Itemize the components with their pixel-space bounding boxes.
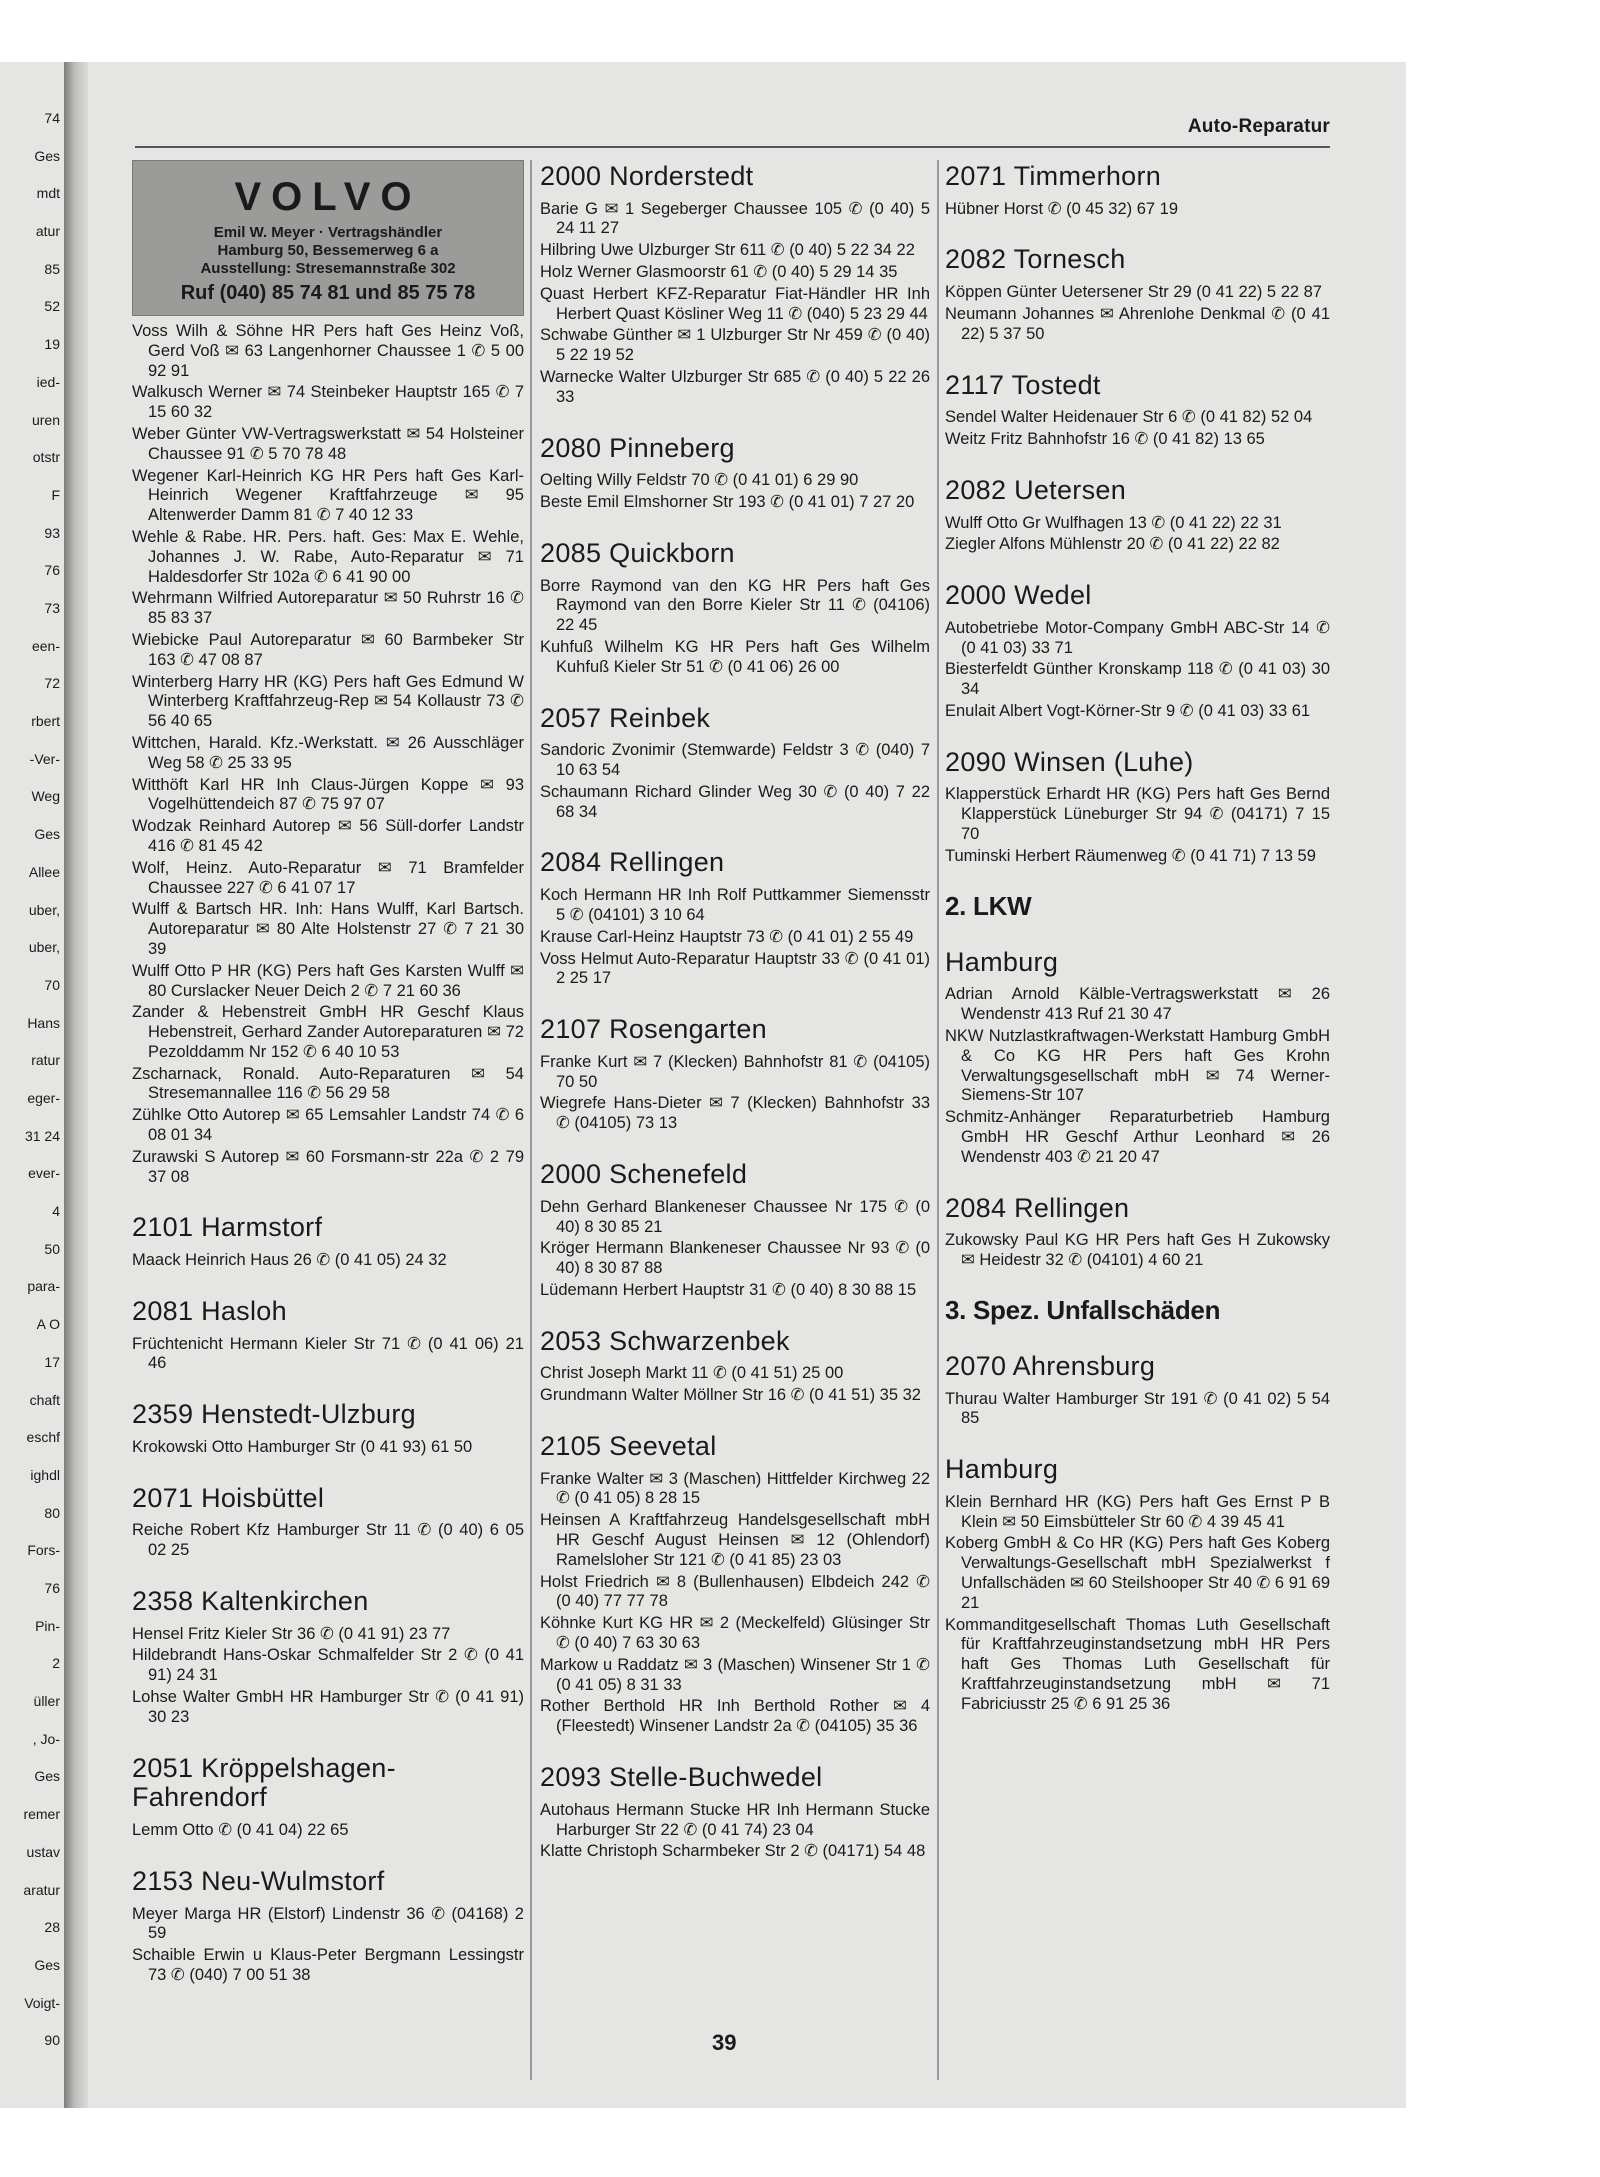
city-heading: 2358 Kaltenkirchen [132,1586,369,1616]
column-3 [945,160,1330,1717]
listing-entry: Zscharnack, Ronald. Auto-Reparaturen ✉ 54 Stresemannallee 116 ✆ 56 29 58 [132,1064,524,1103]
previous-page-fragment: ighdl [30,1467,60,1483]
column-1 [132,160,524,1988]
previous-page-fragment: aratur [23,1882,60,1898]
listing-entry: Weber Günter VW-Vertragswerkstatt ✉ 54 Holsteiner Chaussee 91 ✆ 5 70 78 48 [132,424,524,463]
column-3-listings [945,162,1330,1715]
listing-entry: Markow u Raddatz ✉ 3 (Maschen) Winsener Str 1 ✆ (0 41 05) 8 31 33 [540,1655,930,1694]
previous-page-fragment: 52 [44,298,60,314]
city-heading: 2000 Norderstedt [540,161,754,191]
page-number: 39 [712,2030,737,2055]
city-heading: 2000 Wedel [945,580,1092,611]
city-heading: 2359 Henstedt-Ulzburg [132,1399,416,1430]
previous-page-fragment: eschf [26,1429,60,1445]
listing-entry: Wiebicke Paul Autoreparatur ✉ 60 Barmbeker Str 163 ✆ 47 08 87 [132,630,524,669]
volvo-advertisement [132,160,524,316]
previous-page-fragment: para- [27,1278,60,1294]
previous-page-fragment: ied- [36,374,60,390]
listing-entry: Adrian Arnold Kälble-Vertragswerkstatt ✉ 26 Wendenstr 413 Ruf 21 30 47 [945,985,1330,1024]
previous-page-fragment: Ges [34,826,60,842]
listing-entry: Franke Walter ✉ 3 (Maschen) Hittfelder Kirchweg 22 ✆ (0 41 05) 8 28 15 [540,1469,930,1508]
listing-entry: Wulff & Bartsch HR. Inh: Hans Wulff, Karl Bartsch. Autoreparatur ✉ 80 Alte Holstenstr 27 ✆ 7 21 30 39 [132,900,524,958]
listing-entry: Autohaus Hermann Stucke HR Inh Hermann Stucke Harburger Str 22 ✆ (0 41 74) 23 04 [540,1800,930,1839]
previous-page-fragment: 19 [44,336,60,352]
ad-line: Emil W. Meyer · Vertragshändler [213,224,443,241]
previous-page-fragment: Voigt- [24,1995,60,2011]
listing-entry: Wehrmann Wilfried Autoreparatur ✉ 50 Ruhrstr 16 ✆ 85 83 37 [132,589,524,628]
listing-entry: Köhnke Kurt KG HR ✉ 2 (Meckelfeld) Glüsinger Str ✆ (0 40) 7 63 30 63 [540,1614,930,1653]
city-heading: 2070 Ahrensburg [945,1350,1156,1381]
previous-page-fragment: Weg [31,788,60,804]
listing-entry: Barie G ✉ 1 Segeberger Chaussee 105 ✆ (0 40) 5 24 11 27 [540,199,930,238]
listing-entry: Maack Heinrich Haus 26 ✆ (0 41 05) 24 32 [132,1251,447,1270]
listing-entry: Winterberg Harry HR (KG) Pers haft Ges Edmund W Winterberg Kraftfahrzeug-Rep ✉ 54 Kollaustr 73 ✆ 56 40 65 [132,672,524,731]
city-heading: 2053 Schwarzenbek [540,1325,790,1356]
listing-entry: Kröger Hermann Blankeneser Chaussee Nr 93 ✆ (0 40) 8 30 87 88 [540,1239,930,1278]
listing-entry: Zühlke Otto Autorep ✉ 65 Lemsahler Landstr 74 ✆ 6 08 01 34 [132,1106,524,1145]
ad-line: Hamburg 50, Bessemerweg 6 a [217,242,439,259]
listing-entry: Quast Herbert KFZ-Reparatur Fiat-Händler HR Inh Herbert Quast Kösliner Weg 11 ✆ (040) 5 23 29 44 [540,284,930,323]
previous-page-fragment: atur [35,223,60,239]
previous-page-fragment: otstr [32,449,60,465]
listing-entry: Lohse Walter GmbH HR Hamburger Str ✆ (0 41 91) 30 23 [132,1688,524,1726]
listing-entry: Hübner Horst ✆ (0 45 32) 67 19 [945,199,1179,218]
listing-entry: Voss Helmut Auto-Reparatur Hauptstr 33 ✆ (0 41 01) 2 25 17 [540,949,930,988]
city-heading: 2051 Kröppelshagen-Fahrendorf [132,1752,396,1813]
listing-entry: Koch Hermann HR Inh Rolf Puttkammer Siemensstr 5 ✆ (04101) 3 10 64 [540,886,930,924]
listing-entry: Enulait Albert Vogt-Körner-Str 9 ✆ (0 41 03) 33 61 [945,702,1311,720]
previous-page-fragment: Ges [34,1957,60,1973]
listing-entry: Christ Joseph Markt 11 ✆ (0 41 51) 25 00 [540,1364,844,1383]
previous-page-fragment: -Ver- [29,751,60,767]
city-heading: 2117 Tostedt [945,369,1101,400]
column-divider [530,160,532,2080]
listing-entry: Franke Kurt ✉ 7 (Klecken) Bahnhofstr 81 ✆ (04105) 70 50 [540,1052,930,1091]
city-heading: 2085 Quickborn [540,537,735,568]
previous-page-fragment: 93 [44,525,60,541]
listing-entry: Lemm Otto ✆ (0 41 04) 22 65 [132,1821,349,1840]
previous-page-fragment: F [51,487,60,503]
previous-page-fragment: , Jo- [32,1731,60,1747]
ad-brand: VOLVO [234,175,422,219]
city-heading: Hamburg [945,946,1059,977]
listing-entry: Warnecke Walter Ulzburger Str 685 ✆ (0 40) 5 22 26 33 [540,368,930,406]
previous-page-fragment: mdt [36,185,60,201]
listing-entry: Kuhfuß Wilhelm KG HR Pers haft Ges Wilhelm Kuhfuß Kieler Str 51 ✆ (0 41 06) 26 00 [540,638,930,676]
city-heading: 2081 Hasloh [132,1295,287,1326]
city-heading: 2107 Rosengarten [540,1014,767,1045]
previous-page-fragment: 80 [44,1505,60,1521]
previous-page-fragment: chaft [29,1392,60,1408]
previous-page-fragment: Pin- [35,1618,60,1634]
running-head: Auto-Reparatur [1187,116,1330,137]
listing-entry: Biesterfeldt Günther Kronskamp 118 ✆ (0 41 03) 30 34 [945,660,1330,699]
previous-page-strip [0,110,62,2100]
listing-entry: Wittchen, Harald. Kfz.-Werkstatt. ✉ 26 Ausschläger Weg 58 ✆ 25 33 95 [132,733,524,772]
listing-entry: Thurau Walter Hamburger Str 191 ✆ (0 41 02) 5 54 85 [945,1389,1330,1428]
listing-entry: Oelting Willy Feldstr 70 ✆ (0 41 01) 6 29 90 [540,471,859,490]
previous-page-fragment: Allee [28,864,60,880]
listing-entry: Schmitz-Anhänger Reparaturbetrieb Hamburg GmbH HR Geschf Arthur Leonhard ✉ 26 Wendenstr 403 ✆ 21 20 47 [945,1108,1330,1166]
previous-page-fragment: 76 [44,1580,60,1596]
listing-entry: Walkusch Werner ✉ 74 Steinbeker Hauptstr 165 ✆ 7 15 60 32 [132,383,524,422]
listing-entry: Kommanditgesellschaft Thomas Luth Gesellschaft für Kraftfahrzeuginstandsetzung mbH HR Pers haft Ges Thomas Luth Gesellschaft für Kraftfahrzeuginstandsetzung mbH ✉ 71 Fabriciusstr 25 ✆ 6 91 25 36 [945,1615,1330,1713]
listing-entry: Meyer Marga HR (Elstorf) Lindenstr 36 ✆ (04168) 2 59 [132,1904,524,1943]
listing-entry: Wegener Karl-Heinrich KG HR Pers haft Ges Karl-Heinrich Wegener Kraftfahrzeuge ✉ 95 Altenwerder Damm 81 ✆ 7 40 12 33 [132,466,524,525]
previous-page-fragment: rbert [31,713,60,729]
listing-entry: Sendel Walter Heidenauer Str 6 ✆ (0 41 82) 52 04 [945,408,1313,427]
listing-entry: Borre Raymond van den KG HR Pers haft Ges Raymond van den Borre Kieler Str 11 ✆ (04106) 22 45 [540,576,930,635]
column-2 [540,160,930,1864]
previous-page-fragment: 74 [44,110,60,126]
previous-page-fragment: ever- [28,1165,60,1181]
column-2-listings [540,162,930,1862]
listing-entry: NKW Nutzlastkraftwagen-Werkstatt Hamburg GmbH & Co KG HR Pers haft Ges Krohn Verwaltungsgesellschaft mbH ✉ 74 Werner-Siemens-Str 107 [945,1026,1330,1105]
previous-page-fragment: Fors- [27,1542,60,1558]
column-divider [937,160,939,2080]
previous-page-fragment: Ges [34,148,60,164]
city-heading: 2093 Stelle-Buchwedel [540,1762,823,1793]
previous-page-fragment: uber, [28,902,60,918]
listing-entry: Holz Werner Glasmoorstr 61 ✆ (0 40) 5 29 14 35 [540,263,898,282]
previous-page-fragment: 50 [44,1241,60,1257]
listing-entry: Wehle & Rabe. HR. Pers. haft. Ges: Max E. Wehle, Johannes J. W. Rabe, Auto-Reparatur ✉ 71 Haldesdorfer Str 102a ✆ 6 41 90 00 [132,527,524,586]
city-heading: Hamburg [945,1454,1059,1485]
listing-entry: Beste Emil Elmshorner Str 193 ✆ (0 41 01) 7 27 20 [540,493,915,512]
city-heading: 2090 Winsen (Luhe) [945,746,1194,777]
city-heading: 2105 Seevetal [540,1430,717,1461]
previous-page-fragment: 28 [44,1919,60,1935]
previous-page-fragment: remer [23,1806,60,1822]
previous-page-fragment: 73 [44,600,60,616]
listing-entry: Ziegler Alfons Mühlenstr 20 ✆ (0 41 22) 22 82 [945,535,1280,554]
listing-entry: Grundmann Walter Möllner Str 16 ✆ (0 41 51) 35 32 [540,1386,921,1405]
listing-entry: Krokowski Otto Hamburger Str (0 41 93) 61 50 [132,1437,473,1456]
city-heading: 2071 Hoisbüttel [132,1482,325,1513]
city-heading: 2082 Uetersen [945,474,1127,505]
listing-entry: Holst Friedrich ✉ 8 (Bullenhausen) Elbdeich 242 ✆ (0 40) 77 77 78 [540,1572,930,1611]
listing-entry: Dehn Gerhard Blankeneser Chaussee Nr 175 ✆ (0 40) 8 30 85 21 [540,1197,930,1236]
previous-page-fragment: 90 [44,2032,60,2048]
city-heading: 2071 Timmerhorn [945,161,1162,191]
listing-entry: Krause Carl-Heinz Hauptstr 73 ✆ (0 41 01) 2 55 49 [540,927,914,946]
previous-page-fragment: 17 [44,1354,60,1370]
previous-page-fragment: ustav [26,1844,60,1860]
listing-entry: Zander & Hebenstreit GmbH HR Geschf Klaus Hebenstreit, Gerhard Zander Autoreparaturen ✉ 72 Pezolddamm Nr 152 ✆ 6 40 10 53 [132,1003,524,1061]
header-rule [135,146,1330,148]
listing-entry: Neumann Johannes ✉ Ahrenlohe Denkmal ✆ (0 41 22) 5 37 50 [945,304,1330,343]
city-heading: 2082 Tornesch [945,244,1126,275]
city-heading: 2000 Schenefeld [540,1159,748,1190]
listing-entry: Tuminski Herbert Räumenweg ✆ (0 41 71) 7 13 59 [945,846,1316,865]
previous-page-fragment: üller [33,1693,60,1709]
previous-page-fragment: 2 [52,1655,60,1671]
listing-entry: Klein Bernhard HR (KG) Pers haft Ges Ernst P B Klein ✉ 50 Eimsbütteler Str 60 ✆ 4 39 45 41 [945,1492,1330,1531]
listing-entry: Hildebrandt Hans-Oskar Schmalfelder Str 2 ✆ (0 41 91) 24 31 [132,1646,524,1685]
city-heading: 2084 Rellingen [945,1192,1130,1223]
city-heading: 2101 Harmstorf [132,1212,323,1243]
listing-entry: Lüdemann Herbert Hauptstr 31 ✆ (0 40) 8 30 88 15 [540,1280,917,1299]
book-spine [64,62,88,2108]
previous-page-fragment: 4 [52,1203,60,1219]
section-heading: 3. Spez. Unfallschäden [945,1294,1221,1325]
previous-page-fragment: 31 24 [24,1128,60,1144]
listing-entry: Wodzak Reinhard Autorep ✉ 56 Süll-dorfer Landstr 416 ✆ 81 45 42 [132,817,524,855]
previous-page-fragment: A O [36,1316,60,1332]
city-heading: 2057 Reinbek [540,702,711,733]
listing-entry: Heinsen A Kraftfahrzeug Handelsgesellschaft mbH HR Geschf August Heinsen ✉ 12 (Ohlendorf) Ramelsloher Str 121 ✆ (0 41 85) 23 03 [540,1511,930,1569]
previous-page-fragment: Hans [27,1015,60,1031]
listing-entry: Sandoric Zvonimir (Stemwarde) Feldstr 3 ✆ (040) 7 10 63 54 [540,741,930,780]
listing-entry: Klapperstück Erhardt HR (KG) Pers haft Ges Bernd Klapperstück Lüneburger Str 94 ✆ (04171) 7 15 70 [945,785,1330,844]
listing-entry: Früchtenicht Hermann Kieler Str 71 ✆ (0 41 06) 21 46 [132,1334,524,1373]
ad-line: Ausstellung: Stresemannstraße 302 [200,260,456,277]
listing-entry: Wulff Otto P HR (KG) Pers haft Ges Karsten Wulff ✉ 80 Curslacker Neuer Deich 2 ✆ 7 21 60 36 [132,961,524,1000]
listing-entry: Weitz Fritz Bahnhofstr 16 ✆ (0 41 82) 13 65 [945,430,1265,449]
city-heading: 2080 Pinneberg [540,432,735,463]
listing-entry: Witthöft Karl HR Inh Claus-Jürgen Koppe ✉ 93 Vogelhüttendeich 87 ✆ 75 97 07 [132,775,524,814]
previous-page-fragment: 76 [44,562,60,578]
section-heading: 2. LKW [945,890,1032,921]
previous-page-fragment: eger- [27,1090,60,1106]
previous-page-fragment: 70 [44,977,60,993]
listing-entry: Autobetriebe Motor-Company GmbH ABC-Str 14 ✆ (0 41 03) 33 71 [945,618,1330,657]
listing-entry: Reiche Robert Kfz Hamburger Str 11 ✆ (0 40) 6 05 02 25 [132,1521,524,1560]
listing-entry: Zukowsky Paul KG HR Pers haft Ges H Zukowsky ✉ Heidestr 32 ✆ (04101) 4 60 21 [945,1231,1330,1270]
previous-page-fragment: 72 [44,675,60,691]
listing-entry: Köppen Günter Uetersener Str 29 (0 41 22) 5 22 87 [945,283,1322,302]
listing-entry: Koberg GmbH & Co HR (KG) Pers haft Ges Koberg Verwaltungs-Gesellschaft mbH Spezialwerkst f Unfallschäden ✉ 60 Steilshooper Str 40 ✆ 6 91 69 21 [945,1534,1330,1612]
city-heading: 2153 Neu-Wulmstorf [132,1865,385,1896]
listing-entry: Hilbring Uwe Ulzburger Str 611 ✆ (0 40) 5 22 34 22 [540,241,915,260]
listing-entry: Schwabe Günther ✉ 1 Ulzburger Str Nr 459 ✆ (0 40) 5 22 19 52 [540,326,930,365]
previous-page-fragment: 85 [44,261,60,277]
previous-page-fragment: ratur [31,1052,60,1068]
listing-entry: Wolf, Heinz. Auto-Reparatur ✉ 71 Bramfelder Chaussee 227 ✆ 6 41 07 17 [132,858,524,897]
listing-entry: Wiegrefe Hans-Dieter ✉ 7 (Klecken) Bahnhofstr 33 ✆ (04105) 73 13 [540,1094,930,1133]
listing-entry: Zurawski S Autorep ✉ 60 Forsmann-str 22a ✆ 2 79 37 08 [132,1147,524,1186]
listing-entry: Schaible Erwin u Klaus-Peter Bergmann Lessingstr 73 ✆ (040) 7 00 51 38 [132,1946,524,1984]
previous-page-fragment: uren [31,412,60,428]
column-1-listings [132,322,524,1986]
previous-page-fragment: Ges [34,1768,60,1784]
city-heading: 2084 Rellingen [540,847,725,878]
listing-entry: Voss Wilh & Söhne HR Pers haft Ges Heinz Voß, Gerd Voß ✉ 63 Langenhorner Chaussee 1 ✆ 5 00 92 91 [132,322,524,380]
listing-entry: Wulff Otto Gr Wulfhagen 13 ✆ (0 41 22) 22 31 [945,513,1282,532]
previous-page-fragment: uber, [28,939,60,955]
listing-entry: Klatte Christoph Scharmbeker Str 2 ✆ (04171) 54 48 [540,1842,926,1861]
listing-entry: Rother Berthold HR Inh Berthold Rother ✉ 4 (Fleestedt) Winsener Landstr 2a ✆ (04105) 35 36 [540,1697,930,1736]
ad-phone: Ruf (040) 85 74 81 und 85 75 78 [180,282,476,304]
listing-entry: Schaumann Richard Glinder Weg 30 ✆ (0 40) 7 22 68 34 [540,782,930,821]
listing-entry: Hensel Fritz Kieler Str 36 ✆ (0 41 91) 23 77 [132,1624,451,1643]
previous-page-fragment: een- [31,638,60,654]
